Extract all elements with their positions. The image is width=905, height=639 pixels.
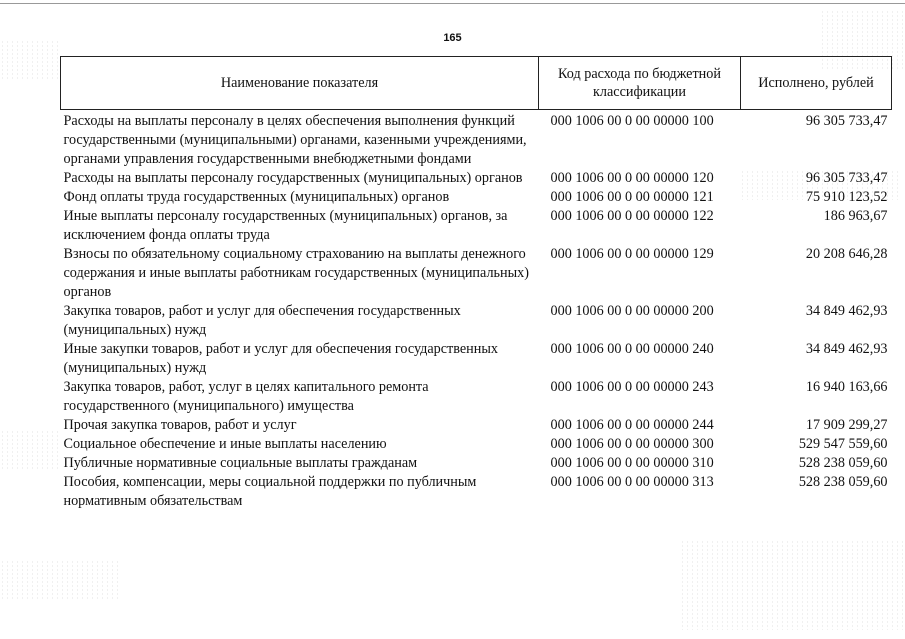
table-row <box>61 416 892 435</box>
scan-noise <box>680 540 905 630</box>
table-row <box>61 169 892 188</box>
row-name: Пособия, компенсации, меры социальной поддержки по публичным нормативным обязательствам <box>63 474 477 509</box>
row-code: 000 1006 00 0 00 00000 310 <box>550 455 714 471</box>
table-row <box>61 245 892 302</box>
row-name: Публичные нормативные социальные выплаты гражданам <box>63 455 418 471</box>
table-row <box>61 110 892 170</box>
row-code: 000 1006 00 0 00 00000 120 <box>550 170 714 186</box>
row-amount: 528 238 059,60 <box>798 474 888 490</box>
scan-noise <box>0 430 60 470</box>
table-row <box>61 207 892 245</box>
row-name: Закупка товаров, работ и услуг для обеспечения государственных (муниципальных) нужд <box>63 303 461 338</box>
row-code: 000 1006 00 0 00 00000 244 <box>550 417 714 433</box>
table-header-row <box>61 57 892 110</box>
table-row <box>61 188 892 207</box>
row-code: 000 1006 00 0 00 00000 243 <box>550 379 714 395</box>
row-code: 000 1006 00 0 00 00000 129 <box>550 246 714 262</box>
row-amount: 529 547 559,60 <box>798 436 888 452</box>
row-code: 000 1006 00 0 00 00000 313 <box>550 474 714 490</box>
table-row <box>61 435 892 454</box>
header-name: Наименование показателя <box>61 57 539 110</box>
table-row <box>61 473 892 511</box>
row-name: Фонд оплаты труда государственных (муниципальных) органов <box>63 189 450 205</box>
table-row <box>61 378 892 416</box>
row-amount: 75 910 123,52 <box>805 189 888 205</box>
row-code: 000 1006 00 0 00 00000 122 <box>550 208 714 224</box>
row-name: Прочая закупка товаров, работ и услуг <box>63 417 297 433</box>
row-name: Расходы на выплаты персоналу государственных (муниципальных) органов <box>63 170 523 186</box>
row-name: Иные закупки товаров, работ и услуг для обеспечения государственных (муниципальных) нужд <box>63 341 498 376</box>
row-amount: 96 305 733,47 <box>805 170 888 186</box>
top-rule <box>0 3 905 4</box>
page-number: 165 <box>443 32 462 44</box>
row-code: 000 1006 00 0 00 00000 300 <box>550 436 714 452</box>
row-name: Социальное обеспечение и иные выплаты населению <box>63 436 387 452</box>
table-row <box>61 454 892 473</box>
row-amount: 34 849 462,93 <box>805 341 888 357</box>
budget-execution-table <box>60 56 892 511</box>
row-amount: 16 940 163,66 <box>805 379 888 395</box>
row-name: Иные выплаты персоналу государственных (муниципальных) органов, за исключением фонда оплаты труда <box>63 208 508 243</box>
row-amount: 96 305 733,47 <box>805 113 888 129</box>
row-code: 000 1006 00 0 00 00000 240 <box>550 341 714 357</box>
row-code: 000 1006 00 0 00 00000 121 <box>550 189 714 205</box>
row-amount: 20 208 646,28 <box>805 246 888 262</box>
row-name: Закупка товаров, работ, услуг в целях капитального ремонта государственного (муниципального) имущества <box>63 379 429 414</box>
header-amount: Исполнено, рублей <box>741 57 892 110</box>
row-name: Взносы по обязательному социальному страхованию на выплаты денежного содержания и иные выплаты работникам государственных (муниципальных) органов <box>63 246 529 300</box>
table-row <box>61 302 892 340</box>
row-name: Расходы на выплаты персоналу в целях обеспечения выполнения функций государственными (муниципальными) органами, казенными учреждениями, органами управления государственными внебюджетными фондами <box>63 113 527 167</box>
scan-noise <box>0 40 60 80</box>
row-amount: 528 238 059,60 <box>798 455 888 471</box>
row-amount: 186 963,67 <box>823 208 888 224</box>
table-row <box>61 340 892 378</box>
row-code: 000 1006 00 0 00 00000 200 <box>550 303 714 319</box>
header-code: Код расхода по бюджетной классификации <box>539 57 741 110</box>
row-code: 000 1006 00 0 00 00000 100 <box>550 113 714 129</box>
row-amount: 34 849 462,93 <box>805 303 888 319</box>
scan-noise <box>0 560 120 600</box>
row-amount: 17 909 299,27 <box>805 417 888 433</box>
